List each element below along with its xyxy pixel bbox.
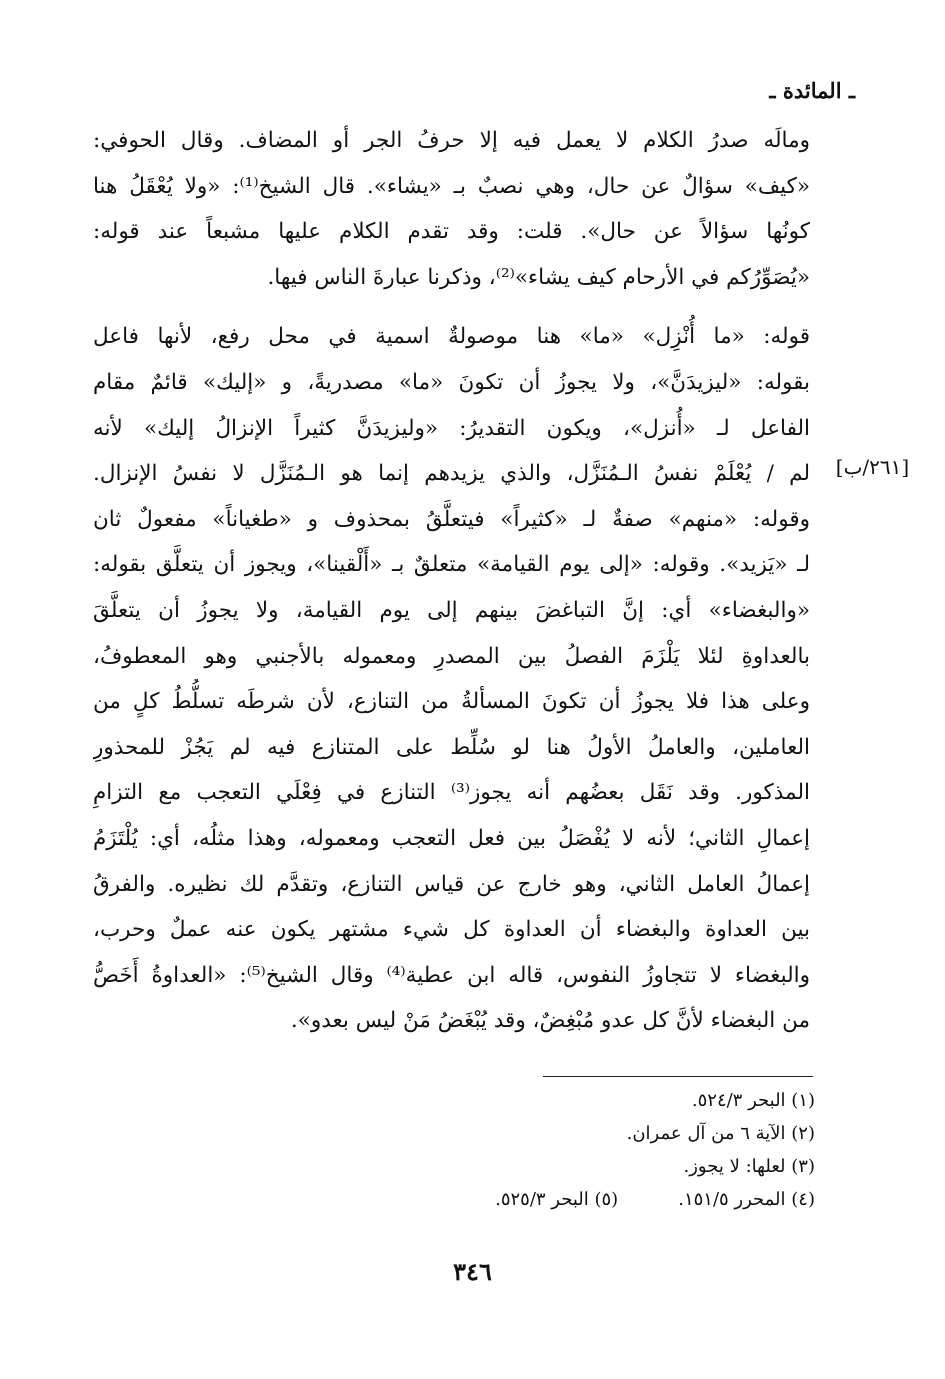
page-number: ٣٤٦ [453,1257,492,1286]
running-head: ـ المائدة ـ [769,78,855,103]
text-line: ومالَه صدرُ الكلام لا يعمل فيه إلا حرفُ الجر أو المضاف. وقال الحوفي: [93,128,810,153]
text-line: إعمالُ العامل الثاني، وهو خارج عن قياس التنازع، وتقدَّم لك نظيره. والفرقُ [93,871,810,897]
text-line: المذكور. وقد نَقَل بعضُهم أنه يجوز⁽³⁾ التنازع في فِعْلَي التعجب مع التزامِ [93,780,810,806]
text-line: «يُصَوِّرُكم في الأرحام كيف يشاء»⁽²⁾، وذكرنا عبارةَ الناس فيها. [267,264,810,290]
text-line: والبغضاء لا تتجاوزُ النفوس، قاله ابن عطية⁽⁴⁾ وقال الشيخ⁽⁵⁾: «العداوةُ أَخَصُّ [93,962,810,988]
text-line: بالعداوةِ لئلا يَلْزَمَ الفصلُ بين المصدرِ ومعموله بالأجنبي وهو المعطوفُ، [93,643,810,669]
text-line: العاملين، والعاملُ الأولُ هنا لو سُلِّط على المتنازع فيه لم يَجُزْ للمحذورِ [93,734,810,760]
text-line: من البغضاء لأنَّ كل عدو مُبْغِضٌ، وقد يُبْغَضُ مَنْ ليس بعدو». [290,1008,810,1034]
footnote-2: (٢) الآية ٦ من آل عمران. [626,1123,815,1144]
text-line: الفاعل لـ «أُنزل»، ويكون التقديرُ: «وليزيدَنَّ كثيراً الإنزالُ إليك» لأنه [93,415,810,441]
text-line: «كيف» سؤالٌ عن حال، وهي نصبٌ بـ «يشاء». قال الشيخ⁽¹⁾: «ولا يُعْقَلُ هنا [93,173,810,199]
body-text [93,118,810,1044]
text-line: «والبغضاء» أي: إنَّ التباغضَ بينهم إلى يوم القيامة، ولا يجوزُ أن يتعلَّقَ [93,597,810,623]
footnotes [215,1084,815,1216]
text-line: بقوله: «ليزيدَنَّ»، ولا يجوزُ أن تكونَ «ما» مصدريةً، و «إليك» قائمٌ مقام [93,369,810,395]
manuscript-folio-note: [٢٦١/ب] [835,455,910,479]
footnote-4: (٤) المحرر ١٥١/٥. [678,1189,815,1210]
footnote-row-4-5 [215,1183,815,1216]
text-line: لـ «يَزيد». وقوله: «إلى يوم القيامة» متعلقٌ بـ «أَلْقينا»، ويجوز أن يتعلَّق بقوله: [93,552,810,578]
text-line: وعلى هذا فلا يجوزُ أن تكونَ المسألةُ من التنازع، لأن شرطَه تسلُّطُ كلٍ من [93,689,810,715]
text-line: وقوله: «منهم» صفةٌ لـ «كثيراً» فيتعلَّقُ بمحذوف و «طغياناً» مفعولٌ ثان [93,506,810,532]
text-line: إعمالِ الثاني؛ لأنه لا يُفْصَلُ بين فعل التعجب ومعموله، وهذا مثلُه، أي: يُلْتَزَمُ [93,825,810,851]
footnote-1: (١) البحر ٥٢٤/٣. [691,1090,815,1111]
footnote-3: (٣) لعلها: لا يجوز. [683,1156,815,1177]
text-line: كونُها سؤالاً عن حال». قلت: وقد تقدم الكلام عليها مشبعاً عند قوله: [93,219,810,245]
text-line: بين العداوة والبغضاء أن العداوة كل شيء مشتهر يكون عنه عملٌ وحرب، [93,917,810,943]
text-line: قوله: «ما أُنْزِل» «ما» هنا موصولةٌ اسمية في محل رفع، لأنها فاعل [93,324,810,350]
footnote-separator [543,1076,813,1077]
paragraph-break [93,300,810,314]
footnote-5: (٥) البحر ٥٢٥/٣. [495,1189,619,1210]
text-line: لم / يُعْلَمْ نفسُ الـمُنَزَّل، والذي يزيدهم إنما هو الـمُنَزَّل لا نفسُ الإنزال. [93,461,810,487]
